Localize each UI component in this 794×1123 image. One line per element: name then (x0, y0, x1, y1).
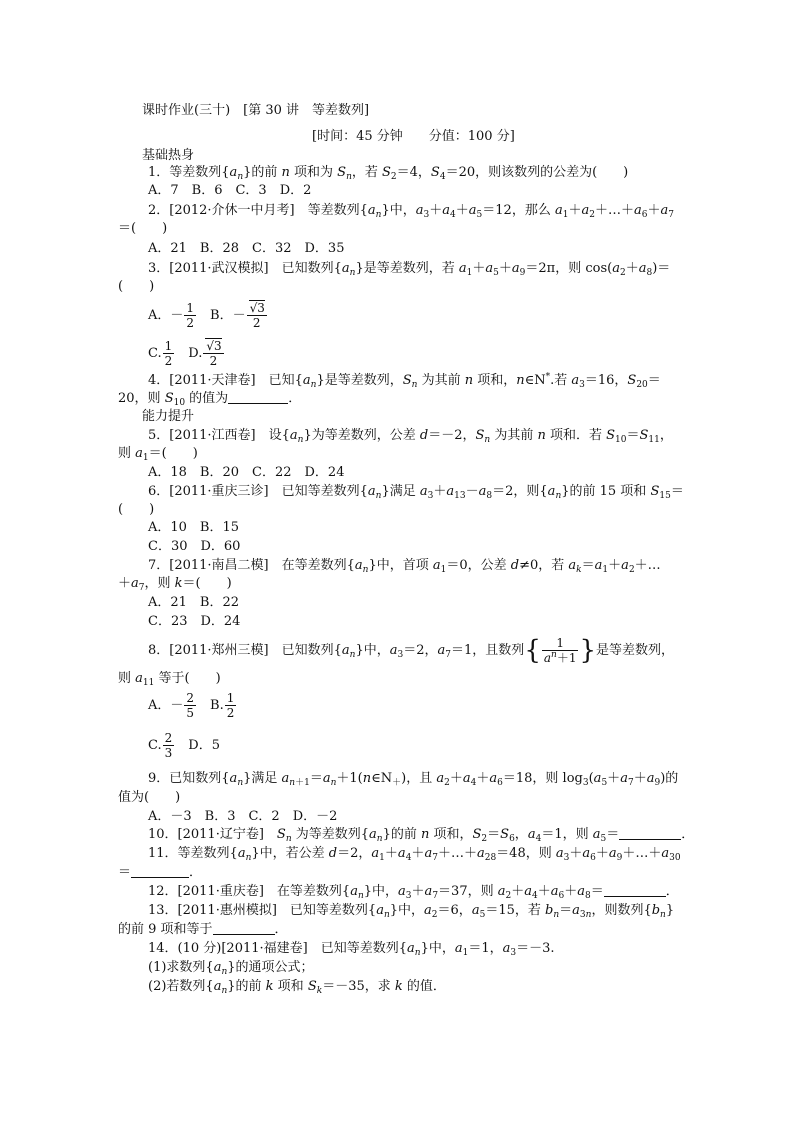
question-stem: 8．[2011·郑州三模] 已知数列$\{a_n\}$中，$a_3=2$，$a_7=1$，且数列{ $\frac{1}{a^n+1}$ }是等差数列， (148, 635, 675, 666)
page-title: 课时作业(三十) [第 30 讲 等差数列] (142, 103, 370, 118)
question-stem-cont: ＝ ． (118, 865, 203, 880)
question-stem: 7．[2011·南昌二模] 在等差数列$\{a_n\}$中，首项 $a_1=0$，公差 d≠0，若 $a_k=a_1+a_2+\dots$ (148, 558, 661, 575)
exam-meta: [时间：45 分钟 分值：100 分] (312, 129, 515, 144)
question-stem: 2．[2012·介休一中月考] 等差数列$\{a_n\}$中，$a_3+a_4+a_5=12$，那么 $a_1+a_2+\dots+a_6+a_7$ (148, 203, 675, 220)
answer-blank (228, 390, 288, 404)
question-stem: 12．[2011·重庆卷] 在等差数列$\{a_n\}$中，$a_3+a_7=37$，则 $a_2+a_4+a_6+a_8=$ ． (148, 884, 679, 901)
question-options: A．18 B．20 C．22 D．24 (148, 465, 345, 480)
question-stem-cont: 值为( ) (118, 790, 181, 805)
question-stem-cont: 的前 9 项和等于 ． (118, 922, 288, 937)
question-stem: 9．已知数列$\{a_n\}$满足 $a_{n+1}=a_n+1(n\in N_+)$，且 $a_2+a_4+a_6=18$，则 $\log_3(a_5+a_7+a_9)$的 (148, 771, 679, 788)
question-options: C．23 D．24 (148, 614, 241, 629)
section-advance: 能力提升 (142, 409, 195, 424)
answer-blank (213, 921, 275, 935)
question-stem: 1．等差数列$\{a_n\}$的前 n 项和为 $S_n$，若 $S_2=4$，$S_4=20$，则该数列的公差为( ) (148, 165, 629, 182)
question-stem-cont: ( ) (118, 279, 155, 294)
question-stem: 11．等差数列$\{a_n\}$中，若公差 d＝2，$a_1+a_4+a_7+\dots+a_{28}=48$，则 $a_3+a_6+a_9+\dots+a_{30}$ (148, 846, 681, 863)
question-options: A．21 B．28 C．32 D．35 (148, 241, 345, 256)
question-stem-cont: 则 $a_1=$( ) (118, 446, 198, 463)
question-part-2: (2)若数列$\{a_n\}$的前 k 项和 $S_k=-35$，求 k 的值． (148, 979, 446, 996)
question-options-cd: C. $\frac{1}{2}$ D. $\frac{√3}{2}$ (148, 339, 222, 368)
question-stem-cont: ( ) (118, 502, 155, 517)
question-options-ab: A．－ $\frac{1}{2}$ B．－ $\frac{√3}{2}$ (148, 301, 265, 330)
question-stem: 10．[2011·辽宁卷] $S_n$ 为等差数列$\{a_n\}$的前 n 项和，$S_2=S_6$，$a_4=1$，则 $a_5=$ ． (148, 827, 695, 844)
question-part-1: (1)求数列$\{a_n\}$的通项公式； (148, 960, 314, 977)
question-stem: 5．[2011·江西卷] 设$\{a_n\}$为等差数列，公差 d＝－2，$S_n$ 为其前 n 项和．若 $S_{10}=S_{11}$， (148, 428, 673, 445)
question-stem: 4．[2011·天津卷] 已知$\{a_n\}$是等差数列，$S_n$ 为其前 n 项和，n∈N*.若 $a_3=16$，$S_{20}=$ (148, 372, 661, 390)
section-warmup: 基础热身 (142, 148, 195, 163)
question-stem: 13．[2011·惠州模拟] 已知等差数列$\{a_n\}$中，$a_2=6$，$a_5=15$，若 $b_n=a_{3n}$，则数列$\{b_n\}$ (148, 903, 675, 920)
question-stem-cont: 20，则 $S_{10}$ 的值为 ． (118, 391, 302, 408)
question-options-cd: C. $\frac{2}{3}$ D．5 (148, 731, 220, 760)
question-stem-cont: ＝( ) (118, 221, 168, 236)
answer-blank (131, 864, 189, 878)
question-options: A．10 B．15 (148, 520, 240, 535)
question-stem: 6．[2011·重庆三诊] 已知等差数列$\{a_n\}$满足 $a_3+a_{13}-a_8=2$，则$\{a_n\}$的前 15 项和 $S_{15}=$ (148, 484, 684, 501)
question-options: A．7 B．6 C．3 D．2 (148, 183, 312, 198)
question-stem: 3．[2011·武汉模拟] 已知数列$\{a_n\}$是等差数列，若 $a_1+a_5+a_9=2\pi$，则 $\cos(a_2+a_8)=$ (148, 261, 671, 278)
answer-blank (619, 826, 681, 840)
question-options: A．－3 B．3 C．2 D．－2 (148, 809, 338, 824)
answer-blank (604, 883, 666, 897)
question-options-ab: A．－ $\frac{2}{5}$ B. $\frac{1}{2}$ (148, 691, 235, 720)
question-options: C．30 D．60 (148, 539, 241, 554)
question-options: A．21 B．22 (148, 595, 240, 610)
question-stem-cont: $+a_7$，则 k＝( ) (118, 576, 232, 593)
question-stem: 14．(10 分)[2011·福建卷] 已知等差数列$\{a_n\}$中，$a_1=1$，$a_3=-3$. (148, 941, 555, 958)
question-stem-cont: 则 $a_{11}$ 等于( ) (118, 671, 221, 688)
